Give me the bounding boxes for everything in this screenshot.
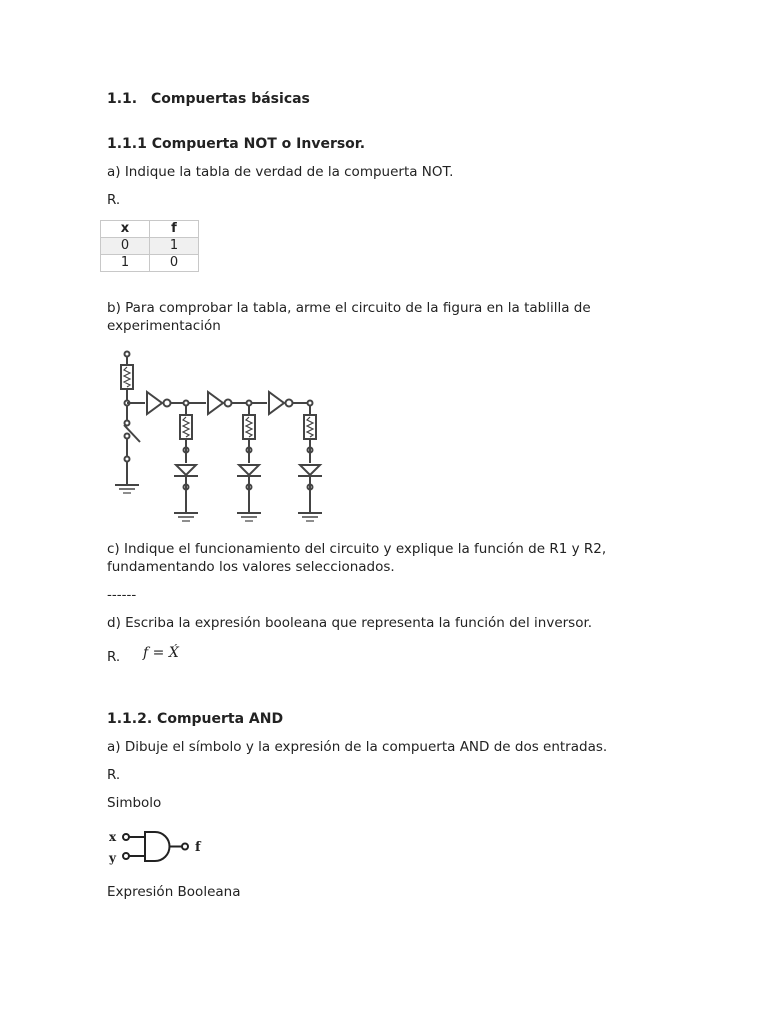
table-row xyxy=(101,255,199,272)
not-gate-heading: 1.1.1 Compuerta NOT o Inversor. xyxy=(107,136,366,152)
and-gate-heading: 1.1.2. Compuerta AND xyxy=(107,711,284,727)
not-question-b-line2: experimentación xyxy=(107,318,221,334)
and-gate-symbol xyxy=(105,825,215,870)
table-cell: 1 xyxy=(101,255,150,272)
not-question-c-line1: c) Indique el funcionamiento del circuito y explique la función de R1 y R2, xyxy=(107,541,607,557)
not-question-c-line2: fundamentando los valores seleccionados. xyxy=(107,559,395,575)
table-cell: 1 xyxy=(150,238,199,255)
and-input-y-label: y xyxy=(109,851,116,865)
expression-label: Expresión Booleana xyxy=(107,884,241,900)
not-answer-label: R. xyxy=(107,192,121,208)
not-question-d: d) Escriba la expresión booleana que representa la función del inversor. xyxy=(107,615,593,631)
and-question-a: a) Dibuje el símbolo y la expresión de la compuerta AND de dos entradas. xyxy=(107,739,608,755)
and-output-f-label: f xyxy=(195,840,201,855)
table-cell: 0 xyxy=(150,255,199,272)
table-row xyxy=(101,238,199,255)
not-question-b-line1: b) Para comprobar la tabla, arme el circuito de la figura en la tablilla de xyxy=(107,300,591,316)
and-input-x-label: x xyxy=(109,830,117,844)
section-number: 1.1. xyxy=(107,91,138,107)
truth-table-header-f: f xyxy=(150,221,199,238)
section-title: Compuertas básicas xyxy=(151,91,310,107)
inverter-circuit-diagram xyxy=(100,345,340,530)
not-answer-d-label: R. xyxy=(107,649,121,665)
answer-placeholder-dashes: ------ xyxy=(107,587,137,603)
symbol-label: Simbolo xyxy=(107,795,162,811)
inverter-formula: f = X́ xyxy=(143,645,179,661)
truth-table-header-x: x xyxy=(101,221,150,238)
not-question-a: a) Indique la tabla de verdad de la compuerta NOT. xyxy=(107,164,454,180)
and-answer-label: R. xyxy=(107,767,121,783)
not-truth-table xyxy=(100,220,199,272)
table-cell: 0 xyxy=(101,238,150,255)
